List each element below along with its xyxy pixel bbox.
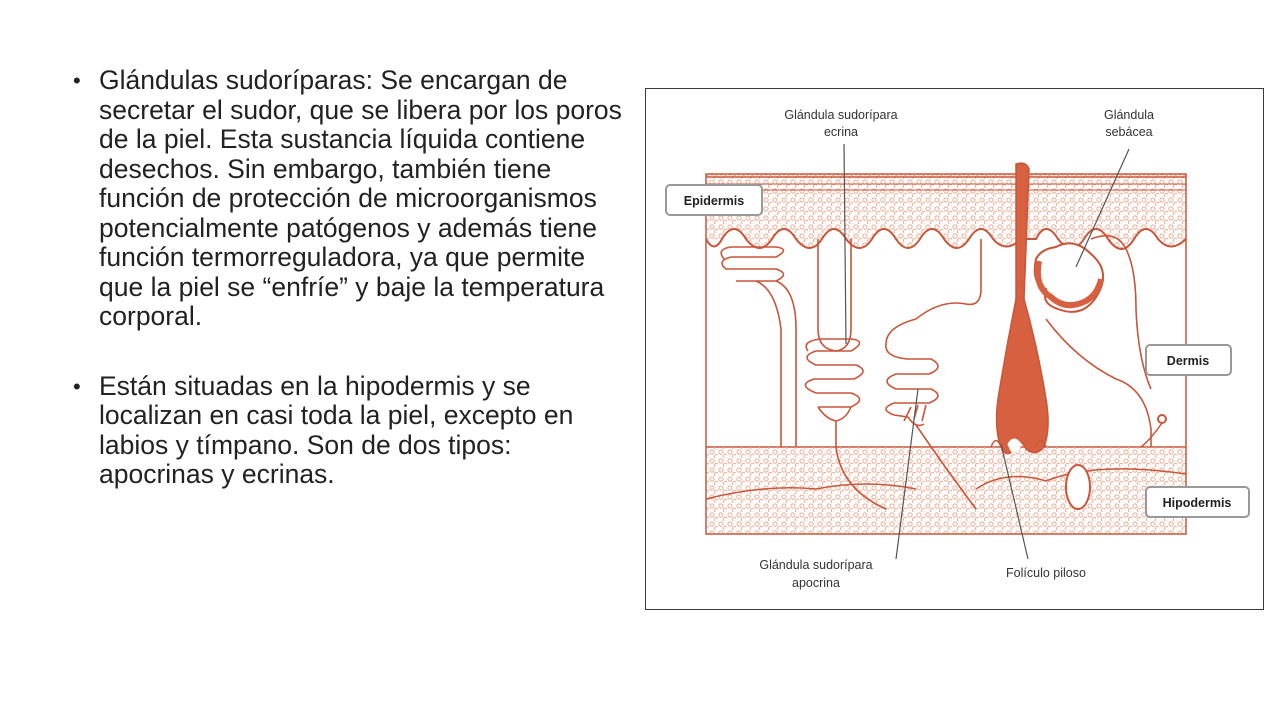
label-sebacea-line1: Glándula [1103,108,1155,122]
label-hipodermis: Hipodermis [1162,496,1232,510]
skin-diagram-svg [646,89,1263,609]
skin-layers [706,174,1186,534]
hypodermis-layer [706,447,1186,534]
skin-diagram [645,88,1264,610]
label-sebacea-line2: sebácea [1105,125,1153,139]
label-ecrina-line1: Glándula sudorípara [784,108,898,122]
bullet-item-glandulas [72,66,632,332]
label-apocrina-line2: apocrina [792,576,840,590]
stratum-corneum [706,174,1186,204]
label-dermis: Dermis [1166,354,1210,368]
label-epidermis: Epidermis [683,194,745,208]
label-ecrina-line2: ecrina [823,125,859,139]
bullet-list [72,66,632,530]
label-apocrina-line1: Glándula sudorípara [759,558,873,572]
bullet-text: Glándulas sudoríparas: Se encargan de secretar el sudor, que se libera por los poros de la piel. Esta sustancia líquida contiene desechos. Sin embargo, también tiene función de protección de microorganismos potencialmente patógenos y además tiene función termorreguladora, ya que permite que la piel se “enfríe” y baje la temperatura corporal. [99,65,622,331]
sebaceous-gland [1035,236,1151,447]
bullet-item-ubicacion [72,372,632,490]
bullet-marker: • [73,68,81,93]
nerve-ending [1141,415,1166,447]
label-foliculo: Folículo piloso [1006,566,1086,580]
bullet-marker: • [73,373,81,399]
fat-lobule [1066,465,1090,509]
bullet-text: Están situadas en la hipodermis y se localizan en casi toda la piel, excepto en labios y tímpano. Son de dos tipos: apocrinas y ecrinas. [99,370,574,489]
